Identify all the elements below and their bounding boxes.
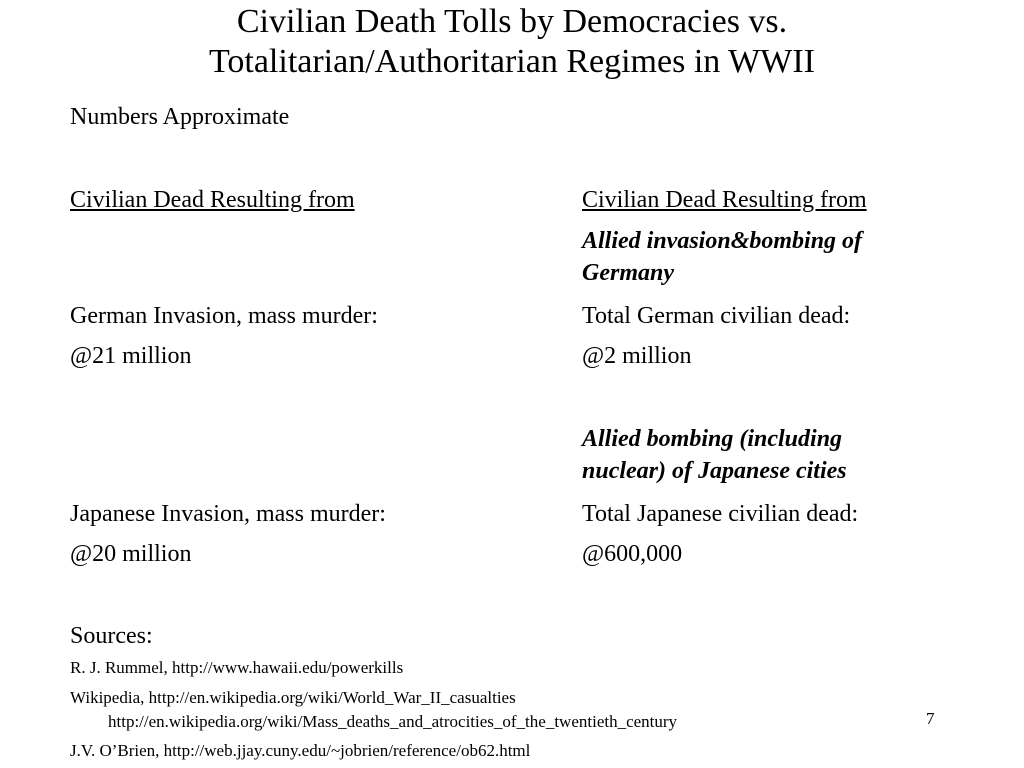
right-cause-japan-line-2: nuclear) of Japanese cities xyxy=(582,458,847,484)
right-cause-japan-line-1: Allied bombing (including xyxy=(582,426,843,452)
right-header-text: Civilian Dead Resulting from xyxy=(582,187,867,213)
right-row-german-label: Total German civilian dead: xyxy=(582,303,851,329)
page-number: 7 xyxy=(926,709,935,728)
source-rummel: R. J. Rummel, http://www.hawaii.edu/powerkills xyxy=(70,658,404,677)
left-row-german-label: German Invasion, mass murder: xyxy=(70,303,378,329)
source-wikipedia: Wikipedia, http://en.wikipedia.org/wiki/World_War_II_casualties xyxy=(70,688,516,707)
right-row-german-value: @2 million xyxy=(582,343,692,369)
left-row-german-value: @21 million xyxy=(70,343,192,369)
sources-label: Sources: xyxy=(70,623,153,649)
left-row-japanese-label: Japanese Invasion, mass murder: xyxy=(70,501,386,527)
slide-title xyxy=(0,2,1024,82)
slide-title-line-2: Totalitarian/Authoritarian Regimes in WWII xyxy=(209,43,815,80)
subtitle: Numbers Approximate xyxy=(70,104,290,130)
left-row-german xyxy=(70,300,378,372)
right-row-japanese-label: Total Japanese civilian dead: xyxy=(582,501,859,527)
right-column-header xyxy=(582,184,942,216)
left-header-text: Civilian Dead Resulting from xyxy=(70,187,355,213)
right-cause-germany-line-2: Germany xyxy=(582,260,674,286)
right-cause-japan xyxy=(582,423,942,487)
left-column-header xyxy=(70,184,582,216)
source-obrien: J.V. O’Brien, http://web.jjay.cuny.edu/~jobrien/reference/ob62.html xyxy=(70,741,531,760)
slide-title-line-1: Civilian Death Tolls by Democracies vs. xyxy=(236,3,788,40)
right-row-german xyxy=(582,300,942,372)
right-row-japanese xyxy=(582,498,942,570)
source-wikipedia-second-link: http://en.wikipedia.org/wiki/Mass_deaths_and_atrocities_of_the_twentieth_century xyxy=(108,712,678,731)
right-cause-germany xyxy=(582,225,942,289)
left-row-japanese-value: @20 million xyxy=(70,541,192,567)
right-row-japanese-value: @600,000 xyxy=(582,541,683,567)
right-cause-germany-line-1: Allied invasion&bombing of xyxy=(582,228,863,254)
left-row-japanese xyxy=(70,498,386,570)
